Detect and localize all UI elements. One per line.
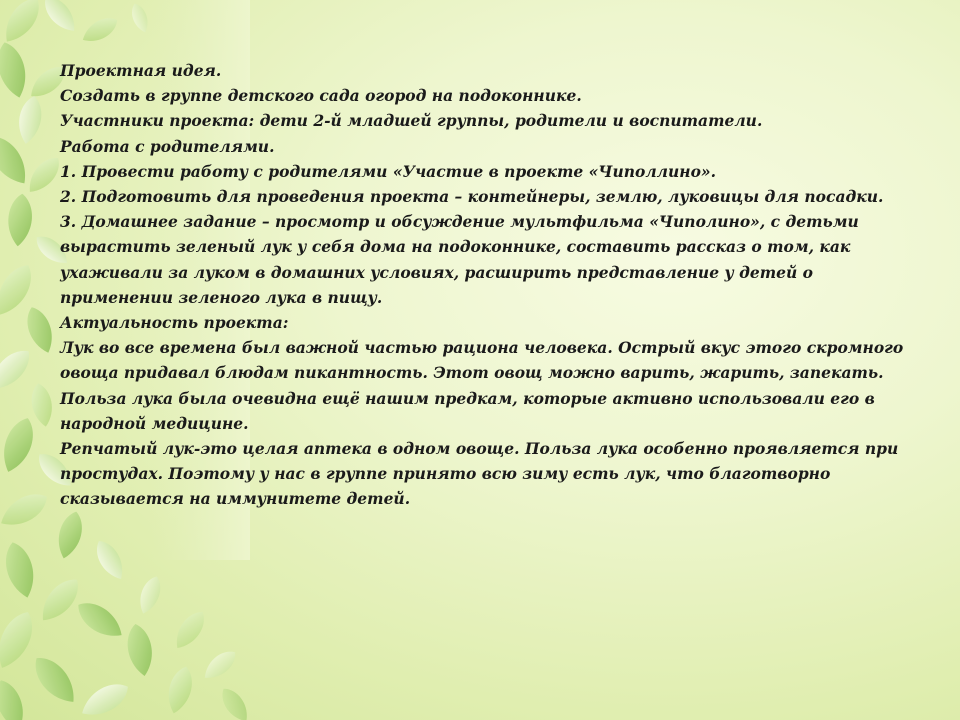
slide-text xyxy=(60,58,920,512)
paragraph-step-1: 1. Провести работу с родителями «Участие в проекте «Чиполлино». xyxy=(60,161,717,181)
paragraph-goal: Создать в группе детского сада огород на подоконнике. xyxy=(60,86,582,106)
paragraph-relevance-heading: Актуальность проекта: xyxy=(60,313,289,333)
paragraph-participants: Участники проекта: дети 2-й младшей группы, родители и воспитатели. xyxy=(60,111,763,131)
paragraph-project-idea: Проектная идея. xyxy=(60,61,222,80)
paragraph-relevance-1: Лук во все времена был важной частью рациона человека. Острый вкус этого скромного овоща придавал блюдам пикантность. Этот овощ можно варить, жарить, запекать. xyxy=(60,338,904,383)
paragraph-parents-work: Работа с родителями. xyxy=(60,136,275,156)
paragraph-step-2: 2. Подготовить для проведения проекта – контейнеры, землю, луковицы для посадки. xyxy=(60,187,884,207)
paragraph-relevance-2: Польза лука была очевидна ещё нашим предкам, которые активно использовали его в народной медицине. xyxy=(60,388,875,433)
paragraph-relevance-3: Репчатый лук-это целая аптека в одном овоще. Польза лука особенно проявляется при простудах. Поэтому у нас в группе принято всю зиму есть лук, что благотворно сказывается на иммунитете детей. xyxy=(60,439,899,509)
paragraph-step-3: 3. Домашнее задание – просмотр и обсуждение мультфильма «Чиполино», с детьми вырастить зеленый лук у себя дома на подоконнике, составить рассказ о том, как ухаживали за луком в домашних условиях, расширить представление у детей о применении зеленого лука в пищу. xyxy=(60,212,859,307)
